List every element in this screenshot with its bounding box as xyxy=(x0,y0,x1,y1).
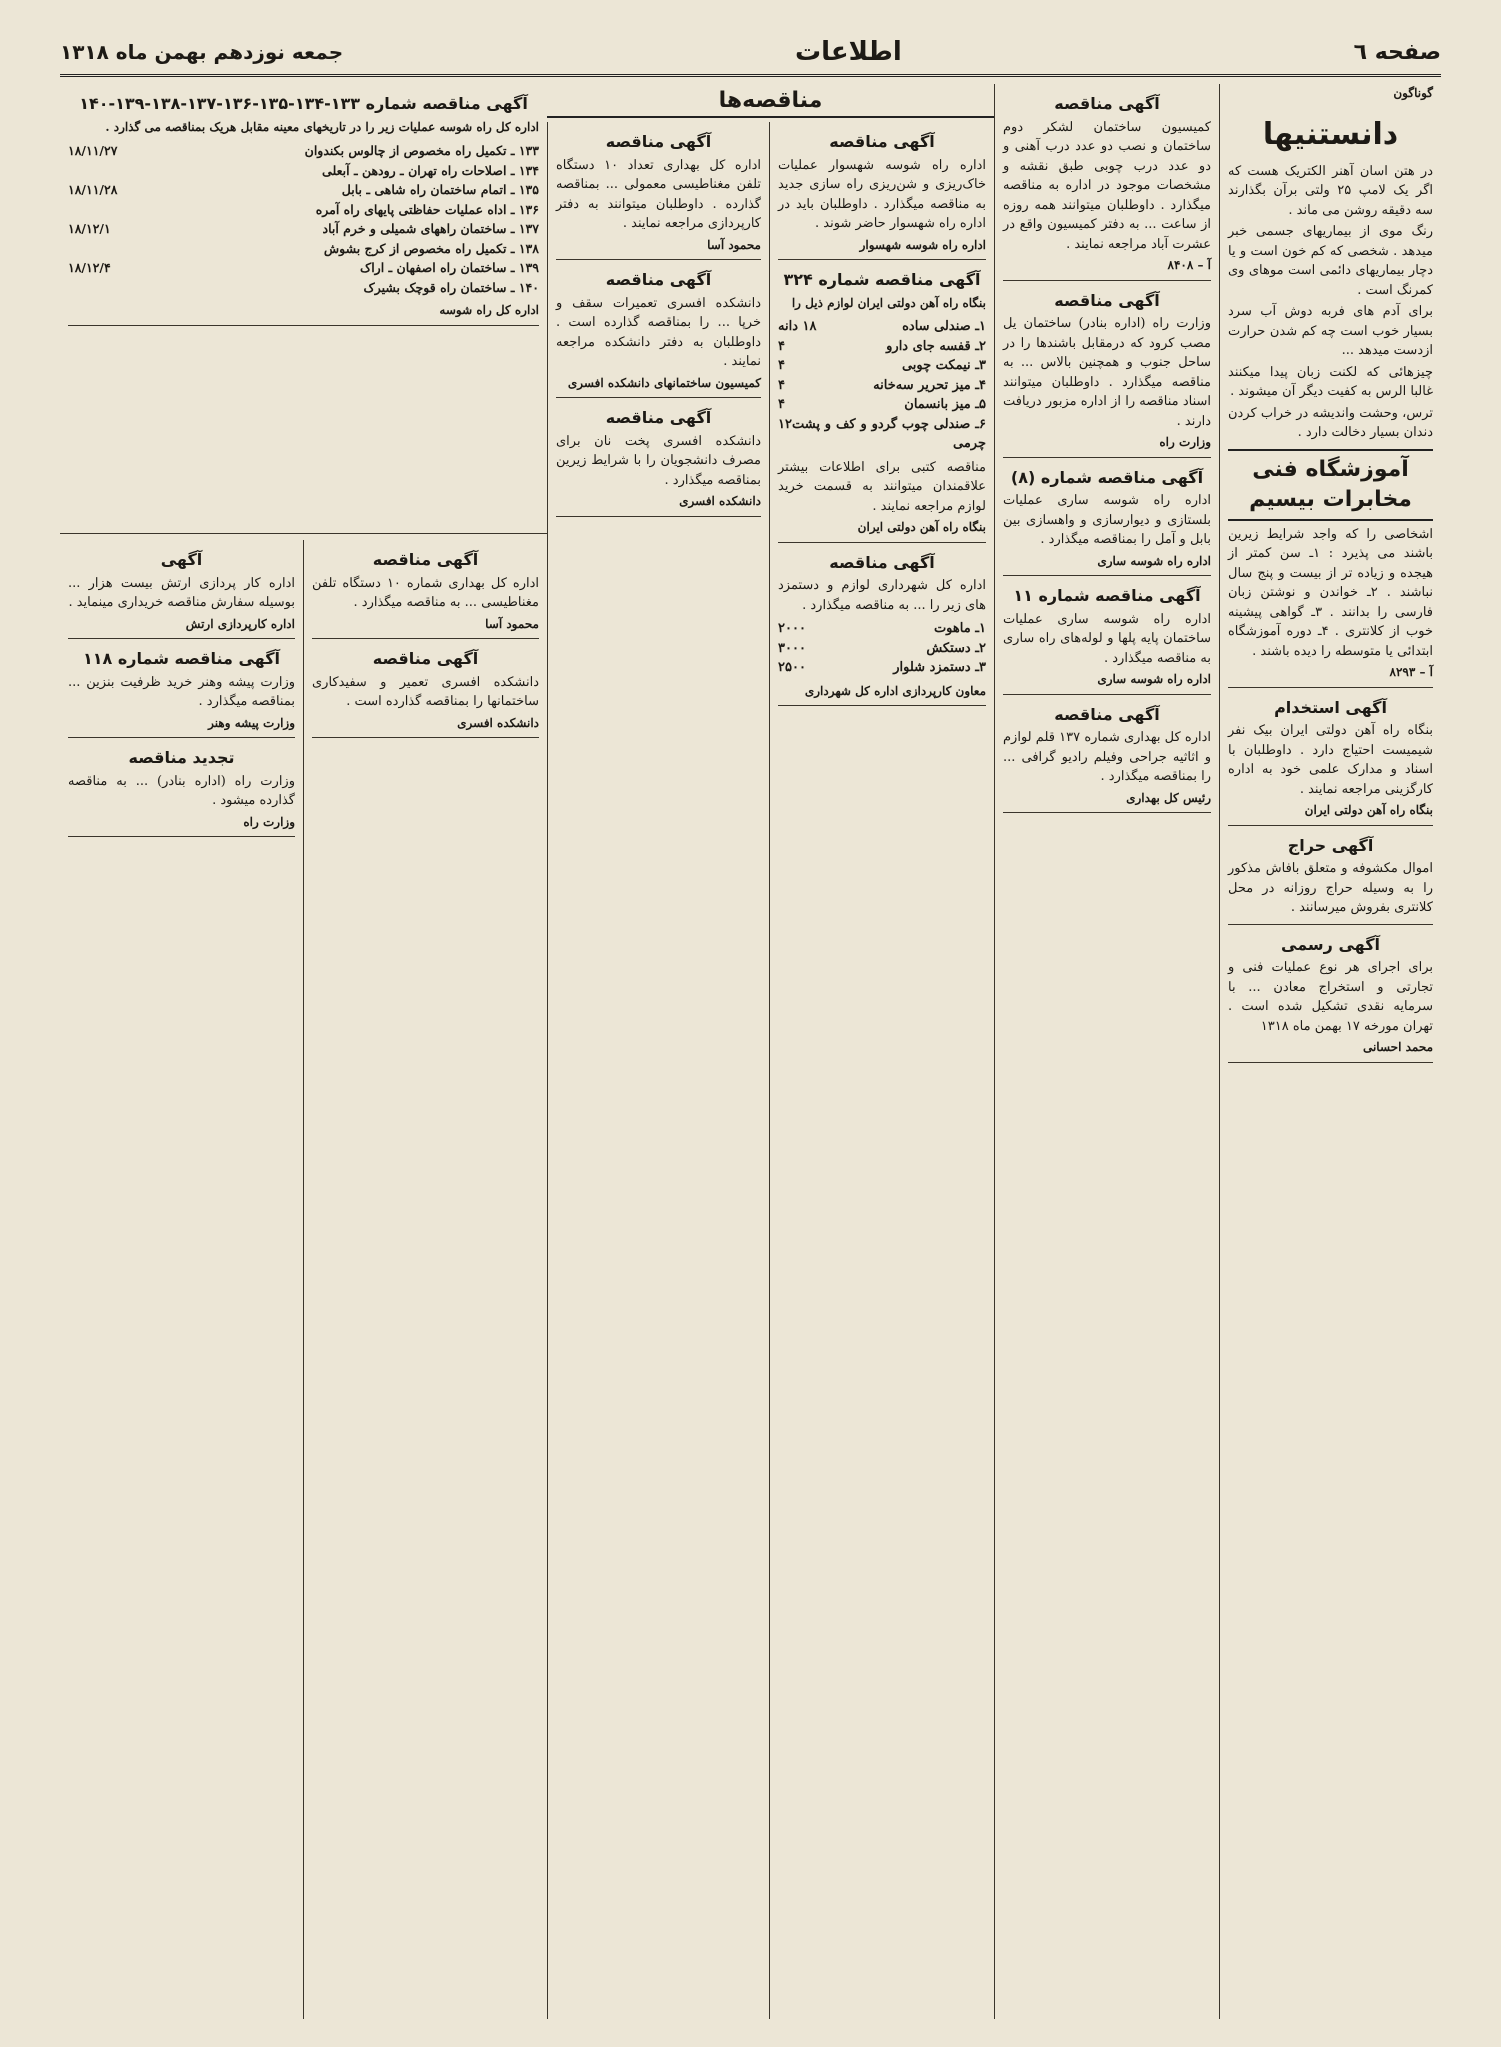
ad-title: آگهی مناقصه xyxy=(605,408,712,427)
list-item: ۵ـ میز بانسمان ۴ xyxy=(778,397,986,412)
item-list xyxy=(778,317,986,454)
list-item: ۱ـ ماهوت ۲۰۰۰ xyxy=(778,621,986,636)
ad-body: کمیسیون ساختمان لشکر دوم ساختمان و نصب دو عدد درب آهنی و دو عدد درب چوبی طبق نقشه و مشخصات موجود در اداره به مناقصه میگذارد . داوطلبان میتوانند همه روزه از ساعت ... به دفتر کمیسیون واقع در عشرت آباد مراجعه نمایند . xyxy=(1003,119,1211,252)
ad-footer: دانشکده افسری xyxy=(312,714,539,739)
list-item: ۱۳۶ ـ اداه عملیات حفاظتی پایهای راه آمره xyxy=(315,201,539,217)
list-item: ۲ـ دستکش ۳۰۰۰ xyxy=(778,640,986,656)
ad-body: دانشکده افسری پخت نان برای مصرف دانشجویان را با شرایط زیرین بمناقصه میگذارد . xyxy=(556,433,761,488)
section-title: مناقصه‌ها xyxy=(547,84,994,118)
ad-body: وزارت پیشه وهنر خرید ظرفیت بنزین ... بمناقصه میگذارد . xyxy=(68,674,295,709)
ad-lead: اداره کل راه شوسه عملیات زیر را در تاریخهای معینه مقابل هریک بمناقصه می گذارد . xyxy=(105,119,539,134)
article-title: دانستنیها xyxy=(1262,116,1399,152)
ad-title: آگهی رسمی xyxy=(1281,934,1380,954)
ad-title: آگهی مناقصه xyxy=(1054,94,1160,113)
ad-footer: اداره کارپردازی ارتش xyxy=(68,615,295,640)
list-item: ۶ـ صندلی چوب گردو و کف و پشت چرمی ۱۲ xyxy=(778,416,986,451)
ad-body: دانشکده افسری تعمیرات سقف و خرپا ... را بمناقصه گذارده است . داوطلبان به دفتر دانشکده مراجعه نمایند . xyxy=(556,295,761,369)
ad-title: آگهی مناقصه شماره ۱۱ xyxy=(1013,586,1201,605)
ad-title: آگهی مناقصه xyxy=(372,550,479,569)
page-number: صفحه ٦ xyxy=(1353,39,1441,65)
list-item: ۱۳۸ ـ تکمیل راه مخصوص از کرج بشوش xyxy=(323,240,539,256)
ad-title: آگهی مناقصه xyxy=(829,552,935,572)
ad-title: آگهی مناقصه xyxy=(605,132,712,151)
column-5a xyxy=(303,540,547,2019)
ad-footer: اداره کل راه شوسه xyxy=(68,301,539,326)
column-4 xyxy=(547,122,769,2019)
ad-title: آموزشگاه فنی مخابرات بیسیم xyxy=(1228,449,1433,521)
ad-signature: معاون کارپردازی اداره کل شهرداری xyxy=(778,682,986,707)
ad-signature: محمود آسا xyxy=(556,236,761,261)
ad-body: اداره کل بهداری شماره ۱۳۷ قلم لوازم و اثاثیه جراحی وفیلم رادیو گرافی ... را بمناقصه میگذارد . xyxy=(1003,730,1211,784)
list-item: ۱۳۴ ـ اصلاحات راه تهران ـ رودهن ـ آبعلی xyxy=(322,162,539,178)
list-item: ۳ـ نیمکت چوبی ۴ xyxy=(778,358,986,373)
ad-body: اداره راه شوسه ساری عملیات بلستازی و دیوارسازی و واهسازی بین بابل و آمل را بمناقصه میگذارد . xyxy=(1003,493,1211,547)
column-1 xyxy=(1219,84,1441,2019)
ad-title: آگهی مناقصه شماره (۸) xyxy=(1010,467,1204,487)
ad-footer: اداره راه شوسه ساری xyxy=(1003,552,1211,577)
ad-signature: محمود آسا xyxy=(312,615,539,640)
ad-signature: رئیس کل بهداری xyxy=(1003,789,1211,814)
ad-footer: بنگاه راه آهن دولتی ایران xyxy=(1228,801,1433,826)
list-item: ۴ـ میز تحریر سه‌خانه ۴ xyxy=(778,377,986,393)
column-kicker: گوناگون xyxy=(1393,86,1433,100)
masthead xyxy=(60,30,1441,77)
ad-footer: بنگاه راه آهن دولتی ایران xyxy=(778,518,986,543)
ad-body: وزارت راه (اداره بنادر) ... به مناقصه گذارده میشود . xyxy=(68,773,295,808)
list-item: ۱۳۵ ـ اتمام ساختمان راه شاهی ـ بابل ۱۸/۱۱/۲۸ xyxy=(68,182,539,197)
ad-title: آگهی مناقصه xyxy=(1054,704,1160,724)
ad-title: آگهی مناقصه xyxy=(829,132,935,151)
fact-item: در هتن اسان آهنر الکتریک هست که اگر یک لامپ ۲۵ ولتی برآن بگذارند سه دقیقه روشن می ماند . xyxy=(1228,163,1433,218)
ad-body: اموال مکشوفه و متعلق بافاش مذکور را به وسیله حراج روزانه در محل کلانتری بفروش میرسانند . xyxy=(1228,861,1433,915)
ad-title: آگهی مناقصه xyxy=(1054,290,1160,310)
ad-body: اشخاصی را که واجد شرایط زیرین باشند می پذیرد : ۱ـ سن کمتر از هیجده و زیاده تر از بیست و پنج سال نباشند . ۲ـ خواندن و نوشتن زبان فارسی را بدانند . ۳ـ گواهی پیشینه خوب از کلانتری . ۴ـ دوره آموزشگاه ابتدائی یا متوسطه را دیده باشند . xyxy=(1228,526,1434,659)
list-item: ۱۳۳ ـ تکمیل راه مخصوص از چالوس بکندوان ۱۸/۱۱/۲۷ xyxy=(68,143,539,158)
ad-body: اداره کل بهداری تعداد ۱۰ دستگاه تلفن مغناطیسی معمولی ... بمناقصه گذارده . داوطلبان میتوانند به دفتر کارپردازی مراجعه نمایند . xyxy=(556,157,761,231)
fact-item: رنگ موی از بیماریهای جسمی خبر میدهد . شخصی که کم خون است و یا دچار بیماریهای دائمی است موهای وی کمرنگ است . xyxy=(1228,224,1433,298)
ad-footer: آ – ۸۴۰۸ xyxy=(1003,256,1211,281)
issue-date: جمعه نوزدهم بهمن ماه ۱۳۱۸ xyxy=(60,40,344,64)
ad-title: آگهی مناقصه شماره ۱۳۳-۱۳۴-۱۳۵-۱۳۶-۱۳۷-۱۳۸-۱۳۹-۱۴۰ xyxy=(79,94,528,113)
newspaper-title: اطلاعات xyxy=(794,37,902,67)
ad-footer: اداره راه شوسه ساری xyxy=(1003,670,1211,695)
ad-footer: وزارت راه xyxy=(1003,433,1211,458)
column-3 xyxy=(769,122,994,2019)
ad-body: بنگاه راه آهن دولتی ایران بیک نفر شیمیست احتیاج دارد . داوطلبان با اسناد و مدارک علمی خود به اداره کارگزینی مراجعه نمایند . xyxy=(1228,723,1433,797)
fact-item: چیزهائی که لکنت زبان پیدا میکنند غالبا الرس به کفیت دیگر آن میشوند . xyxy=(1228,364,1433,399)
ad-footer: کمیسیون ساختمانهای دانشکده افسری xyxy=(556,374,761,399)
list-item: ۱ـ صندلی ساده ۱۸ دانه xyxy=(778,319,986,334)
ad-title: آگهی xyxy=(160,550,203,569)
price-list xyxy=(778,619,986,678)
list-item: ۱۳۹ ـ ساختمان راه اصفهان ـ اراک ۱۸/۱۲/۴ xyxy=(68,260,539,275)
ad-footer: دانشکده افسری xyxy=(556,492,761,517)
list-item: ۱۴۰ ـ ساختمان راه قوچک بشیرک xyxy=(363,279,539,295)
divider xyxy=(1228,924,1433,925)
ad-title: تجدید مناقصه xyxy=(128,748,235,767)
ad-body: اداره راه شوسه شهسوار عملیات خاک‌ریزی و شن‌ریزی راه سازی جدید به مناقصه میگذارد . داوطلبان باید در اداره راه شهسوار حاضر شوند . xyxy=(778,157,986,231)
ad-title: آگهی مناقصه xyxy=(605,270,712,289)
ad-footer: وزارت راه xyxy=(68,813,295,838)
ad-footer: وزارت پیشه وهنر xyxy=(68,714,295,739)
ad-title: آگهی مناقصه xyxy=(372,649,479,668)
tender-list xyxy=(68,141,539,297)
ad-body: اداره راه شوسه ساری عملیات ساختمان پایه پلها و لوله‌های راه ساری به مناقصه میگذارد . xyxy=(1003,611,1211,666)
list-item: ۲ـ قفسه جای دارو ۴ xyxy=(778,338,986,354)
ad-title: آگهی مناقصه شماره ۳۲۴ xyxy=(783,270,981,289)
ad-footer: آ – ۸۲۹۳ xyxy=(1228,663,1433,688)
ad-body: اداره کل شهرداری لوازم و دستمزد های زیر را ... به مناقصه میگذارد . xyxy=(778,578,986,613)
ad-title: آگهی حراج xyxy=(1287,835,1374,855)
column-2 xyxy=(994,84,1219,2019)
road-tender-block xyxy=(60,84,547,534)
ad-body: مناقصه کتبی برای اطلاعات بیشتر علاقمندان میتوانند به قسمت خرید لوازم مراجعه نمایند . xyxy=(778,459,986,514)
ad-signature: محمد احسانی xyxy=(1228,1038,1433,1063)
ad-lead: بنگاه راه آهن دولتی ایران لوازم ذیل را xyxy=(791,295,986,310)
ad-footer: اداره راه شوسه شهسوار xyxy=(778,236,986,261)
ad-title: آگهی استخدام xyxy=(1274,697,1387,717)
column-5b xyxy=(60,540,303,2019)
list-item: ۳ـ دستمزد شلوار ۲۵۰۰ xyxy=(778,660,986,675)
ad-body: دانشکده افسری تعمیر و سفیدکاری ساختمانها را بمناقصه گذارده است . xyxy=(312,674,539,709)
fact-item: برای آدم های فربه دوش آب سرد بسیار خوب است چه کم شدن حرارت ازدست میدهد ... xyxy=(1228,304,1433,358)
ad-body: وزارت راه (اداره بنادر) ساختمان یل مصب کرود که درمقابل باشندها را در ساحل جنوب و همچنین بالاس ... به مناقصه میگذارد . داوطلبان میتوانند اسناد مناقصه را از اداره مزبور دریافت دارند . xyxy=(1003,316,1211,429)
ad-body: اداره کار پردازی ارتش بیست هزار ... بوسیله سفارش مناقصه خریداری مینماید . xyxy=(68,575,295,610)
ad-body: برای اجرای هر نوع عملیات فنی و تجارتی و استخراج معادن ... با سرمایه نقدی تشکیل شده است . تهران مورخه ۱۷ بهمن ماه ۱۳۱۸ xyxy=(1228,960,1433,1034)
fact-item: ترس، وحشت واندیشه در خراب کردن دندان بسیار دخالت دارد . xyxy=(1228,405,1433,440)
ad-title: آگهی مناقصه شماره ۱۱۸ xyxy=(82,649,281,668)
list-item: ۱۳۷ ـ ساختمان راههای شمیلی و خرم آباد ۱۸/۱۲/۱ xyxy=(68,221,539,236)
ad-body: اداره کل بهداری شماره ۱۰ دستگاه تلفن مغناطیسی ... به مناقصه میگذارد . xyxy=(312,575,540,610)
